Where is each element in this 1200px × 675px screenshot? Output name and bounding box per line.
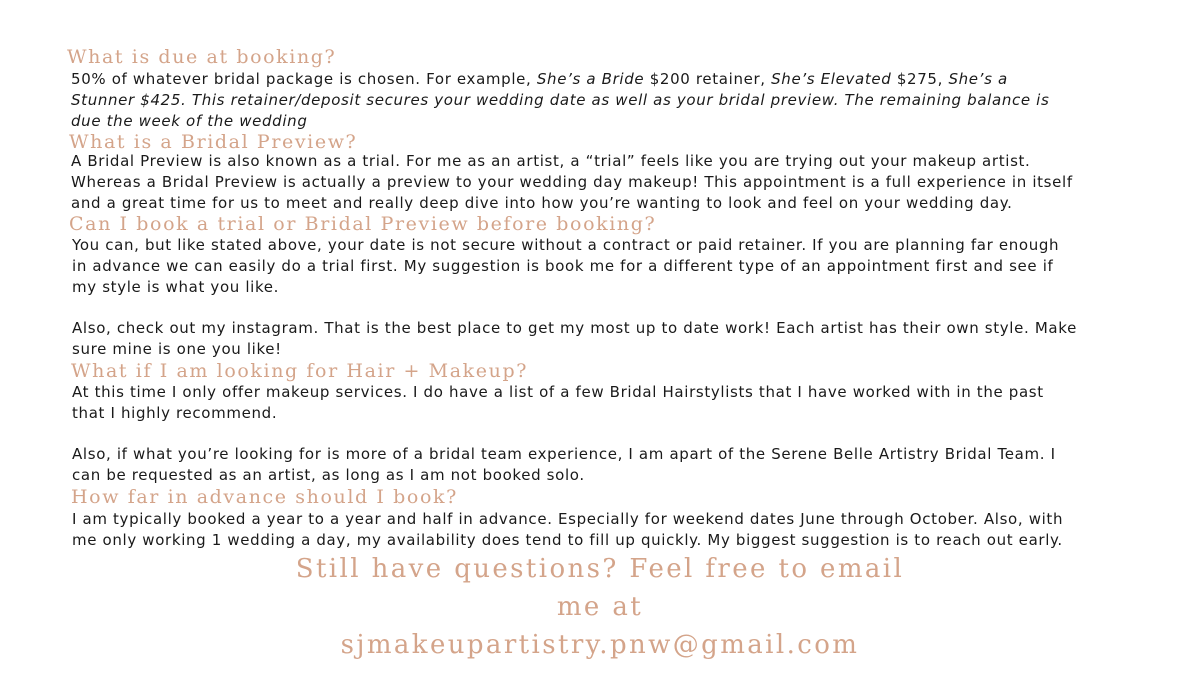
answer-line: can be requested as an artist, as long as I am not booked solo. bbox=[72, 466, 585, 484]
package-name-elevated: She’s Elevated bbox=[771, 70, 892, 88]
answer-line: Whereas a Bridal Preview is actually a preview to your wedding day makeup! This appointment is a full experience in itself bbox=[71, 173, 1073, 191]
answer-line: A Bridal Preview is also known as a trial. For me as an artist, a “trial” feels like you are trying out your makeup artist. bbox=[71, 152, 1031, 170]
package-name-brides: She’s a Bride bbox=[536, 70, 645, 88]
faq-answer-how-far-in-advance bbox=[72, 509, 1063, 551]
faq-answer-hair-makeup bbox=[72, 382, 1044, 424]
answer-line: my style is what you like. bbox=[72, 278, 280, 296]
answer-text: $200 retainer, bbox=[644, 70, 772, 88]
answer-line: me only working 1 wedding a day, my availability does tend to fill up quickly. My biggest suggestion is to reach out early. bbox=[72, 531, 1063, 549]
faq-answer-due-at-booking bbox=[71, 69, 1049, 132]
answer-line: I am typically booked a year to a year and half in advance. Especially for weekend dates June through October. Also, with bbox=[72, 510, 1064, 528]
answer-line: You can, but like stated above, your date is not secure without a contract or paid retainer. If you are planning far enough bbox=[72, 236, 1060, 254]
answer-line: Stunner $425. This retainer/deposit secures your wedding date as well as your bridal preview. The remaining balance is bbox=[71, 91, 1050, 109]
answer-line: due the week of the wedding bbox=[71, 112, 308, 130]
answer-line bbox=[71, 69, 1049, 90]
faq-answer-bridal-team bbox=[72, 444, 1056, 486]
faq-question-how-far-in-advance: How far in advance should I book? bbox=[71, 486, 458, 508]
contact-email-link[interactable]: sjmakeupartistry.pnw@gmail.com bbox=[340, 630, 860, 660]
faq-question-hair-makeup: What if I am looking for Hair + Makeup? bbox=[71, 360, 529, 382]
faq-answer-bridal-preview bbox=[71, 151, 1073, 214]
faq-question-due-at-booking: What is due at booking? bbox=[67, 46, 337, 68]
answer-line: Also, if what you’re looking for is more of a bridal team experience, I am apart of the Serene Belle Artistry Bridal Team. I bbox=[72, 445, 1056, 463]
faq-question-bridal-preview: What is a Bridal Preview? bbox=[69, 131, 358, 153]
faq-answer-instagram bbox=[72, 318, 1077, 360]
answer-line: Also, check out my instagram. That is the best place to get my most up to date work! Each artist has their own style. Make bbox=[72, 319, 1077, 337]
faq-answer-trial-before-booking bbox=[72, 235, 1059, 298]
cta-line: Still have questions? Feel free to email bbox=[295, 554, 905, 584]
answer-line: that I highly recommend. bbox=[72, 404, 278, 422]
answer-line: sure mine is one you like! bbox=[72, 340, 282, 358]
faq-question-trial-before-booking: Can I book a trial or Bridal Preview before booking? bbox=[69, 213, 657, 235]
contact-cta bbox=[0, 550, 1200, 664]
answer-line: At this time I only offer makeup services. I do have a list of a few Bridal Hairstylists that I have worked with in the past bbox=[72, 383, 1044, 401]
package-name-stunner: She’s a bbox=[948, 70, 1008, 88]
answer-line: and a great time for us to meet and really deep dive into how you’re wanting to look and feel on your wedding day. bbox=[71, 194, 1013, 212]
cta-line: me at bbox=[556, 592, 644, 622]
answer-text: 50% of whatever bridal package is chosen. For example, bbox=[71, 70, 537, 88]
answer-line: in advance we can easily do a trial first. My suggestion is book me for a different type of an appointment first and see if bbox=[72, 257, 1054, 275]
answer-text: $275, bbox=[891, 70, 949, 88]
